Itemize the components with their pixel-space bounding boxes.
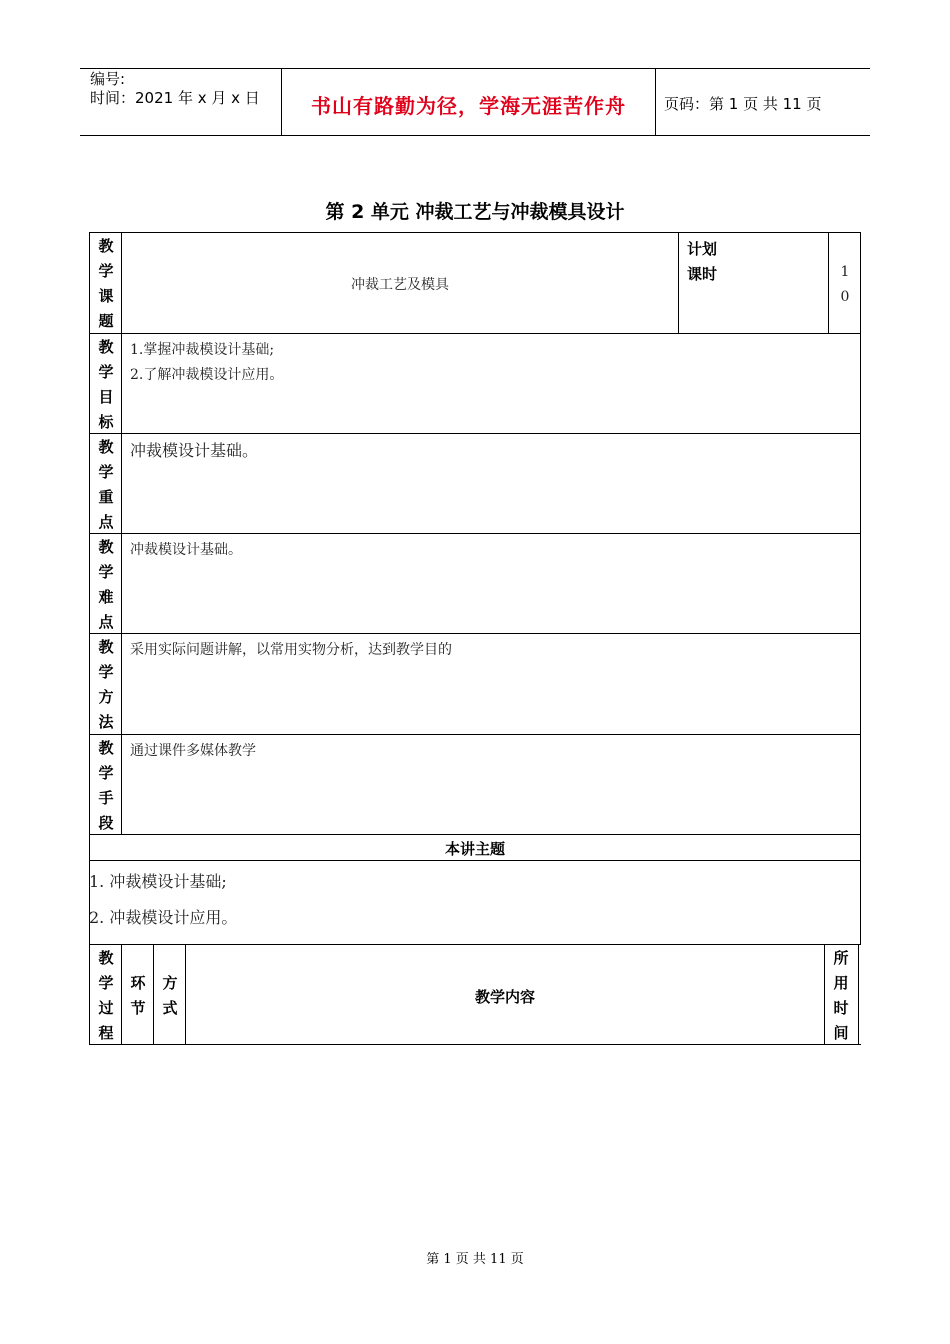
table-rule bbox=[89, 533, 861, 534]
header-divider bbox=[655, 68, 656, 135]
page-footer: 第 1 页 共 11 页 bbox=[426, 1252, 524, 1267]
table-rule bbox=[678, 232, 679, 334]
row-label-methods: 教 学 方 法 bbox=[98, 638, 114, 731]
table-rule bbox=[858, 944, 859, 1045]
table-rule bbox=[89, 834, 861, 835]
date-label: 时间：2021 年 x 月 x 日 bbox=[90, 89, 260, 107]
row-label-objectives: 教 学 目 标 bbox=[98, 338, 114, 431]
process-col-step: 环 节 bbox=[130, 974, 146, 1017]
key-points-text: 冲裁模设计基础。 bbox=[130, 441, 259, 460]
lecture-topic-header: 本讲主题 bbox=[444, 840, 505, 858]
table-rule bbox=[89, 333, 861, 334]
table-rule bbox=[89, 232, 861, 233]
header-top-rule bbox=[80, 68, 870, 69]
plan-hours-label: 计划 课时 bbox=[687, 240, 718, 283]
row-label-means: 教 学 手 段 bbox=[98, 739, 114, 832]
header-meta bbox=[90, 70, 260, 108]
table-rule bbox=[89, 1044, 861, 1045]
table-rule bbox=[89, 734, 861, 735]
serial-label: 编号: bbox=[90, 70, 126, 88]
row-label-key-points: 教 学 重 点 bbox=[98, 438, 114, 531]
list-item: 1. 冲裁模设计基础; bbox=[89, 872, 227, 891]
table-rule bbox=[89, 433, 861, 434]
header-page-info: 页码：第 1 页 共 11 页 bbox=[664, 95, 822, 113]
page-title: 第 2 单元 冲裁工艺与冲裁模具设计 bbox=[325, 201, 625, 223]
table-rule bbox=[89, 860, 861, 861]
objectives-text: 1.掌握冲裁模设计基础; 2.了解冲裁模设计应用。 bbox=[130, 342, 284, 383]
header-motto: 书山有路勤为径，学海无涯苦作舟 bbox=[311, 94, 626, 118]
row-label-topic: 教 学 课 题 bbox=[98, 237, 114, 330]
row-label-difficulties: 教 学 难 点 bbox=[98, 538, 114, 631]
header-bottom-rule bbox=[80, 135, 870, 136]
plan-hours-value: 1 0 bbox=[840, 264, 850, 305]
topic-value: 冲裁工艺及模具 bbox=[351, 277, 449, 293]
list-item: 2. 冲裁模设计应用。 bbox=[89, 908, 238, 927]
process-col-time: 所 用 时 间 bbox=[833, 949, 849, 1042]
means-text: 通过课件多媒体教学 bbox=[130, 743, 256, 759]
process-col-content: 教学内容 bbox=[474, 988, 535, 1006]
methods-text: 采用实际问题讲解，以常用实物分析，达到教学目的 bbox=[130, 642, 452, 658]
lecture-topic-list bbox=[89, 864, 237, 936]
table-rule bbox=[89, 944, 861, 945]
lesson-plan-table bbox=[89, 232, 861, 1045]
difficulties-text: 冲裁模设计基础。 bbox=[130, 542, 242, 558]
process-col-stage: 教 学 过 程 bbox=[98, 949, 114, 1042]
table-rule bbox=[89, 633, 861, 634]
process-col-mode: 方 式 bbox=[162, 974, 178, 1017]
